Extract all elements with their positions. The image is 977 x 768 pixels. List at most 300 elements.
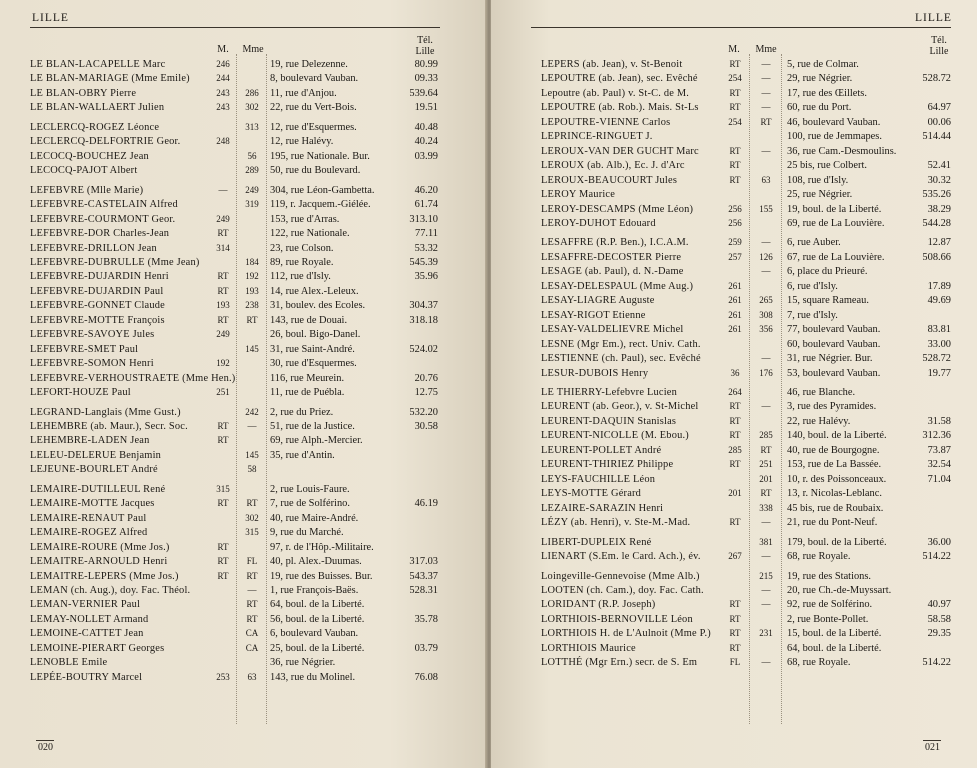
- entry-mme: FL: [246, 556, 258, 567]
- entry-name: LESAY-DELESPAUL (Mme Aug.): [541, 280, 694, 292]
- right-folio-rule: [923, 740, 941, 741]
- entry-address: 153, rue d'Arras.: [270, 213, 340, 225]
- entry-mme: —: [761, 87, 771, 98]
- entry-mme: RT: [246, 599, 258, 610]
- entry-name: LEFEBVRE-SMET Paul: [30, 343, 139, 355]
- entry-address: 89, rue Royale.: [270, 256, 334, 268]
- entry-address: 46, rue Blanche.: [787, 387, 856, 398]
- entry-m: 193: [216, 300, 230, 311]
- entry-mme: —: [761, 401, 771, 412]
- entry-mme: 265: [759, 295, 773, 306]
- entry-name: LEFEBVRE-SOMON Henri: [30, 358, 154, 370]
- entry-name: LEURENT-THIRIEZ Philippe: [541, 459, 674, 471]
- entry-m: RT: [729, 401, 741, 412]
- entry-name: LESNE (Mgr Em.), rect. Univ. Cath.: [541, 338, 701, 350]
- entry-mme: —: [761, 73, 771, 84]
- entry-name: Lepoutre (ab. Paul) v. St-C. de M.: [541, 87, 690, 99]
- entry-address: 22, rue Halévy.: [787, 415, 851, 427]
- entry-address: 45 bis, rue de Roubaix.: [787, 502, 884, 514]
- entry-m: RT: [729, 628, 741, 639]
- entry-address: 119, r. Jacquem.-Giélée.: [270, 199, 371, 211]
- entry-mme: 302: [245, 102, 259, 113]
- entry-address: 23, rue Colson.: [270, 242, 334, 254]
- entry-mme: 286: [245, 87, 259, 98]
- entry-address: 69, rue de La Louvière.: [787, 217, 885, 229]
- entry-name: LEPOUTRE-VIENNE Carlos: [541, 116, 671, 128]
- entry-m: RT: [729, 642, 741, 653]
- entry-name: LE BLAN-OBRY Pierre: [30, 87, 137, 99]
- entry-m: 254: [728, 116, 742, 127]
- entry-address: 116, rue Meurein.: [270, 372, 345, 384]
- entry-address: 68, rue Royale.: [787, 657, 851, 669]
- entry-name: LIENART (S.Em. le Card. Ach.), év.: [541, 551, 701, 563]
- entry-address: 112, rue d'Isly.: [270, 271, 331, 283]
- entry-phone: 304.37: [409, 300, 438, 312]
- entry-mme: 308: [759, 309, 773, 320]
- entry-name: LEFEBVRE-DRILLON Jean: [30, 242, 157, 254]
- entry-name: LESTIENNE (ch. Paul), sec. Evêché: [541, 353, 701, 365]
- directory-entry: [491, 654, 977, 671]
- entry-phone: 61.74: [414, 199, 438, 211]
- entry-phone: 12.87: [927, 237, 951, 249]
- entry-mme: 184: [245, 256, 259, 267]
- entry-phone: 30.32: [927, 174, 951, 186]
- entry-mme: —: [761, 599, 771, 610]
- entry-name: LEFEBVRE-DUJARDIN Paul: [30, 285, 164, 297]
- right-col-tel: Tél. Lille: [929, 35, 949, 57]
- entry-address: 20, rue Ch.-de-Muyssart.: [787, 584, 892, 596]
- entry-name: LEPÉE-BOUTRY Marcel: [30, 671, 143, 683]
- entry-phone: 318.18: [409, 314, 438, 326]
- entry-phone: 545.39: [409, 256, 438, 268]
- entry-mme: RT: [760, 444, 772, 455]
- entry-mme: 193: [245, 285, 259, 296]
- entry-m: RT: [217, 314, 229, 325]
- entry-m: RT: [217, 285, 229, 296]
- entry-m: 201: [728, 488, 742, 499]
- entry-phone: 29.35: [927, 628, 951, 640]
- entry-phone: 313.10: [409, 213, 438, 225]
- entry-m: RT: [729, 145, 741, 156]
- entry-address: 64, boul. de la Liberté.: [787, 642, 882, 654]
- entry-mme: —: [761, 237, 771, 248]
- entry-phone: 31.58: [927, 415, 951, 427]
- right-col-m: M.: [728, 44, 740, 55]
- entry-name: LESAFFRE (R.P. Ben.), I.C.A.M.: [541, 237, 689, 249]
- entry-m: 261: [728, 324, 742, 335]
- entry-name: LEROUX-BEAUCOURT Jules: [541, 174, 678, 186]
- entry-m: 257: [728, 251, 742, 262]
- entry-address: 68, rue Royale.: [787, 551, 851, 563]
- entry-name: LEMAIRE-DUTILLEUL René: [30, 483, 166, 495]
- entry-address: 64, boul. de la Liberté.: [270, 599, 365, 611]
- entry-mme: —: [761, 551, 771, 562]
- entry-phone: 543.37: [409, 570, 438, 582]
- entry-name: LEPERS (ab. Jean), v. St-Benoit: [541, 59, 683, 70]
- entry-m: RT: [729, 459, 741, 470]
- entry-name: LEFEBVRE-DOR Charles-Jean: [30, 228, 170, 240]
- entry-m: RT: [729, 599, 741, 610]
- right-col-mme: Mme: [755, 44, 777, 55]
- entry-mme: 381: [759, 536, 773, 547]
- entry-name: LEMAIRE-RENAUT Paul: [30, 512, 147, 524]
- entry-address: 304, rue Léon-Gambetta.: [270, 184, 375, 196]
- entry-address: 179, boul. de la Liberté.: [787, 536, 887, 548]
- entry-phone: 77.11: [415, 228, 438, 240]
- entry-mme: 58: [247, 464, 257, 475]
- entry-name: LEURENT-NICOLLE (M. Ebou.): [541, 430, 689, 442]
- entry-name: LEMAIRE-ROGEZ Alfred: [30, 527, 148, 539]
- entry-phone: 49.69: [927, 295, 951, 307]
- entry-name: LE BLAN-MARIAGE (Mme Emile): [30, 73, 190, 85]
- entry-m: 256: [728, 217, 742, 228]
- entry-name: LESAY-RIGOT Etienne: [541, 309, 646, 321]
- entry-m: FL: [729, 657, 741, 668]
- entry-mme: —: [761, 266, 771, 277]
- entry-phone: 514.22: [922, 657, 951, 669]
- entry-phone: 71.04: [927, 473, 951, 485]
- entry-mme: 302: [245, 512, 259, 523]
- entry-address: 31, rue Saint-André.: [270, 343, 355, 355]
- entry-m: 36: [730, 367, 740, 378]
- right-header-rule: [531, 27, 951, 28]
- entry-phone: 508.66: [922, 251, 951, 263]
- entry-name: LEFEBVRE-SAVOYE Jules: [30, 329, 155, 341]
- entry-address: 40, rue Maire-André.: [270, 512, 359, 524]
- entry-phone: 514.22: [922, 551, 951, 563]
- entry-mme: —: [761, 657, 771, 668]
- entry-address: 195, rue Nationale. Bur.: [270, 150, 370, 162]
- entry-mme: 176: [759, 367, 773, 378]
- entry-m: RT: [729, 160, 741, 171]
- entry-m: 259: [728, 237, 742, 248]
- directory-entry: [491, 548, 977, 565]
- entry-name: LE THIERRY-Lefebvre Lucien: [541, 387, 677, 398]
- entry-address: 50, rue du Boulevard.: [270, 165, 361, 177]
- entry-name: LEROY Maurice: [541, 189, 616, 201]
- entry-name: LEYS-MOTTE Gérard: [541, 488, 642, 500]
- entry-mme: 356: [759, 324, 773, 335]
- entry-m: 249: [216, 329, 230, 340]
- entry-mme: 63: [247, 671, 257, 682]
- entry-address: 46, boulevard Vauban.: [787, 116, 881, 128]
- directory-entry: [491, 215, 977, 232]
- entry-name: LEHEMBRE (ab. Maur.), Secr. Soc.: [30, 420, 188, 432]
- entry-name: LEROY-DUHOT Edouard: [541, 217, 656, 229]
- entry-phone: 30.58: [414, 420, 438, 432]
- entry-name: LEFEBVRE-VERHOUSTRAETE (Mme Hen.): [30, 372, 236, 384]
- entry-m: RT: [729, 87, 741, 98]
- entry-mme: 251: [759, 459, 773, 470]
- entry-mme: RT: [246, 613, 258, 624]
- entry-m: 246: [216, 59, 230, 69]
- entry-phone: 53.32: [414, 242, 438, 254]
- right-folio: 021: [925, 742, 940, 753]
- directory-entry: [0, 162, 487, 179]
- entry-m: RT: [217, 498, 229, 509]
- entry-m: 264: [728, 387, 742, 397]
- entry-phone: 514.44: [922, 131, 951, 143]
- entry-address: 29, rue Négrier.: [787, 73, 853, 85]
- entry-phone: 35.78: [414, 613, 438, 625]
- entry-mme: 155: [759, 203, 773, 214]
- entry-address: 7, rue de Solférino.: [270, 498, 350, 510]
- directory-entry: [0, 384, 487, 401]
- entry-name: LEMAITRE-ARNOULD Henri: [30, 556, 168, 568]
- entry-mme: —: [761, 517, 771, 528]
- entry-phone: 33.00: [927, 338, 951, 350]
- left-running-head: LILLE: [32, 12, 69, 24]
- entry-phone: 00.06: [927, 116, 951, 128]
- entry-name: LEURENT-DAQUIN Stanislas: [541, 415, 677, 427]
- entry-phone: 19.77: [927, 367, 951, 379]
- entry-name: LEFEBVRE-CASTELAIN Alfred: [30, 199, 178, 211]
- entry-address: 140, boul. de la Liberté.: [787, 430, 887, 442]
- entry-name: LE BLAN-LACAPELLE Marc: [30, 59, 166, 70]
- entry-name: LEFEBVRE-MOTTE François: [30, 314, 165, 326]
- entry-mme: RT: [246, 498, 258, 509]
- entry-mme: 238: [245, 300, 259, 311]
- entry-name: LEZAIRE-SARAZIN Henri: [541, 502, 664, 514]
- entry-m: RT: [217, 435, 229, 446]
- entry-address: 19, boul. de la Liberté.: [787, 203, 882, 215]
- entry-address: 108, rue d'Isly.: [787, 174, 849, 186]
- entry-address: 40, rue de Bourgogne.: [787, 444, 880, 456]
- entry-name: LEMAN (ch. Aug.), doy. Fac. Théol.: [30, 584, 191, 596]
- entry-phone: 03.79: [414, 642, 438, 654]
- entry-mme: 145: [245, 343, 259, 354]
- entry-phone: 20.76: [414, 372, 438, 384]
- entry-m: RT: [217, 541, 229, 552]
- entry-name: LEGRAND-Langlais (Mme Gust.): [30, 406, 181, 418]
- entry-mme: —: [247, 584, 257, 595]
- entry-m: RT: [217, 570, 229, 581]
- entry-address: 19, rue des Buisses. Bur.: [270, 570, 373, 582]
- left-header-rule: [30, 27, 440, 28]
- entry-address: 77, boulevard Vauban.: [787, 324, 881, 336]
- entry-address: 22, rue du Vert-Bois.: [270, 102, 357, 114]
- entry-name: LESAY-VALDELIEVRE Michel: [541, 324, 684, 336]
- entry-mme: —: [761, 353, 771, 364]
- entry-name: LEMAITRE-LEPERS (Mme Jos.): [30, 570, 179, 582]
- entry-address: 6, boulevard Vauban.: [270, 628, 359, 640]
- entry-mme: 126: [759, 251, 773, 262]
- entry-m: 244: [216, 73, 230, 84]
- right-running-head: LILLE: [915, 12, 952, 24]
- entry-name: LEYS-FAUCHILLE Léon: [541, 473, 656, 485]
- entry-name: LECLERCQ-ROGEZ Léonce: [30, 121, 160, 133]
- entry-m: 267: [728, 551, 742, 562]
- entry-address: 60, boulevard Vauban.: [787, 338, 881, 350]
- entry-mme: 249: [245, 184, 259, 195]
- entry-mme: 56: [247, 150, 257, 161]
- entry-phone: 317.03: [409, 556, 438, 568]
- entry-phone: 83.81: [927, 324, 951, 336]
- entry-phone: 528.31: [409, 584, 438, 596]
- entry-name: LEFORT-HOUZE Paul: [30, 387, 131, 398]
- entry-m: 261: [728, 295, 742, 306]
- entry-name: LENOBLE Emile: [30, 657, 108, 669]
- entry-name: LELEU-DELERUE Benjamin: [30, 449, 162, 461]
- entry-mme: 285: [759, 430, 773, 441]
- entry-address: 13, r. Nicolas-Leblanc.: [787, 488, 882, 500]
- entry-address: 2, rue du Priez.: [270, 406, 334, 418]
- entry-m: RT: [217, 420, 229, 431]
- entry-name: LIBERT-DUPLEIX René: [541, 536, 652, 548]
- entry-m: RT: [729, 415, 741, 426]
- entry-mme: 242: [245, 406, 259, 417]
- entry-name: LORTHIOIS Maurice: [541, 642, 636, 654]
- entry-address: 31, rue Négrier. Bur.: [787, 353, 873, 365]
- entry-m: RT: [729, 430, 741, 441]
- entry-address: 14, rue Alex.-Leleux.: [270, 285, 359, 297]
- entry-address: 12, rue d'Esquermes.: [270, 121, 357, 133]
- entry-name: LEJEUNE-BOURLET André: [30, 464, 158, 476]
- entry-mme: CA: [245, 642, 259, 653]
- entry-mme: 338: [759, 502, 773, 513]
- entry-name: Loingeville-Gennevoise (Mme Alb.): [541, 570, 700, 582]
- entry-phone: 38.29: [927, 203, 951, 215]
- entry-name: LEMOINE-PIERART Georges: [30, 642, 165, 654]
- entry-address: 67, rue de La Louvière.: [787, 251, 885, 263]
- directory-entry: [0, 669, 487, 686]
- entry-m: 192: [216, 358, 230, 369]
- entry-phone: 40.48: [414, 121, 438, 133]
- entry-phone: 36.00: [927, 536, 951, 548]
- entry-address: 97, r. de l'Hôp.-Militaire.: [270, 541, 374, 553]
- entry-name: LEMOINE-CATTET Jean: [30, 628, 144, 640]
- entry-name: LECOCQ-BOUCHEZ Jean: [30, 150, 149, 162]
- entry-mme: 215: [759, 570, 773, 581]
- entry-name: LEURENT-POLLET André: [541, 444, 662, 456]
- entry-phone: 46.19: [414, 498, 438, 510]
- entry-phone: 46.20: [414, 184, 438, 196]
- entry-address: 30, rue d'Esquermes.: [270, 358, 357, 370]
- entry-phone: 52.41: [927, 160, 951, 172]
- entry-phone: 35.96: [414, 271, 438, 283]
- entry-name: LEFEBVRE-DUBRULLE (Mme Jean): [30, 256, 200, 268]
- entry-m: 256: [728, 203, 742, 214]
- left-col-m: M.: [217, 44, 229, 55]
- entry-m: 253: [216, 671, 230, 682]
- entry-address: 60, rue du Port.: [787, 102, 852, 114]
- entry-mme: RT: [760, 116, 772, 127]
- entry-name: LEPRINCE-RINGUET J.: [541, 131, 653, 143]
- entry-mme: —: [761, 584, 771, 595]
- entry-name: LESAY-LIAGRE Auguste: [541, 295, 655, 307]
- entry-address: 11, rue d'Anjou.: [270, 87, 337, 99]
- entry-name: LEHEMBRE-LADEN Jean: [30, 435, 150, 447]
- entry-phone: 12.75: [414, 387, 438, 398]
- entry-phone: 80.99: [414, 59, 438, 70]
- entry-phone: 03.99: [414, 150, 438, 162]
- entry-phone: 64.97: [927, 102, 951, 114]
- entry-phone: 73.87: [927, 444, 951, 456]
- directory-entry: [0, 99, 487, 116]
- entry-name: LORTHIOIS H. de L'Aulnoit (Mme P.): [541, 628, 711, 640]
- entry-m: 243: [216, 87, 230, 98]
- entry-m: RT: [217, 271, 229, 282]
- entry-m: 261: [728, 280, 742, 291]
- entry-address: 21, rue du Pont-Neuf.: [787, 517, 878, 529]
- entry-address: 56, boul. de la Liberté.: [270, 613, 365, 625]
- entry-mme: 315: [245, 527, 259, 538]
- entry-mme: RT: [246, 314, 258, 325]
- entry-address: 6, place du Prieuré.: [787, 266, 868, 278]
- entry-mme: 319: [245, 199, 259, 210]
- entry-address: 15, square Rameau.: [787, 295, 869, 307]
- entry-name: LOOTEN (ch. Cam.), doy. Fac. Cath.: [541, 584, 704, 596]
- entry-name: LEFEBVRE-GONNET Claude: [30, 300, 165, 312]
- entry-address: 5, rue de Colmar.: [787, 59, 859, 70]
- entry-phone: 528.72: [922, 353, 951, 365]
- entry-address: 153, rue de La Bassée.: [787, 459, 882, 471]
- entry-m: RT: [729, 102, 741, 113]
- entry-address: 17, rue des Œillets.: [787, 87, 867, 99]
- entry-m: RT: [729, 174, 741, 185]
- entry-mme: 231: [759, 628, 773, 639]
- entry-address: 1, rue François-Baës.: [270, 584, 359, 596]
- entry-address: 10, r. des Poissonceaux.: [787, 473, 887, 485]
- entry-m: RT: [729, 613, 741, 624]
- entry-m: 249: [216, 213, 230, 224]
- entry-m: RT: [729, 517, 741, 528]
- entry-address: 51, rue de la Justice.: [270, 420, 355, 432]
- entry-m: RT: [217, 556, 229, 567]
- entry-name: LEFEBVRE-COURMONT Geor.: [30, 213, 176, 225]
- entry-name: LECLERCQ-DELFORTRIE Geor.: [30, 136, 181, 148]
- entry-mme: 145: [245, 449, 259, 460]
- directory-entry: [491, 514, 977, 531]
- entry-name: LEMAIRE-ROURE (Mme Jos.): [30, 541, 170, 553]
- entry-address: 143, rue du Molinel.: [270, 671, 356, 683]
- entry-name: LEMAN-VERNIER Paul: [30, 599, 141, 611]
- entry-address: 6, rue d'Isly.: [787, 280, 838, 292]
- entry-phone: 539.64: [409, 87, 438, 99]
- entry-phone: 09.33: [414, 73, 438, 85]
- entry-address: 2, rue Bonte-Pollet.: [787, 613, 869, 625]
- entry-address: 12, rue Halévy.: [270, 136, 334, 148]
- entry-phone: 32.54: [927, 459, 951, 471]
- entry-address: 25, boul. de la Liberté.: [270, 642, 365, 654]
- entry-address: 3, rue des Pyramides.: [787, 401, 877, 413]
- entry-m: 285: [728, 444, 742, 455]
- entry-name: LEPOUTRE (ab. Jean), sec. Evêché: [541, 73, 698, 85]
- left-folio: 020: [38, 742, 53, 753]
- right-page: [491, 0, 977, 768]
- entry-name: LÉZY (ab. Henri), v. Ste-M.-Mad.: [541, 517, 691, 529]
- entry-mme: 192: [245, 271, 259, 282]
- entry-name: LEMAY-NOLLET Armand: [30, 613, 149, 625]
- entry-phone: 40.24: [414, 136, 438, 148]
- entry-mme: 201: [759, 473, 773, 484]
- entry-address: 8, boulevard Vauban.: [270, 73, 359, 85]
- entry-phone: 544.28: [922, 217, 951, 229]
- entry-name: LE BLAN-WALLAERT Julien: [30, 102, 165, 114]
- entry-mme: —: [761, 59, 771, 69]
- entry-address: 19, rue des Stations.: [787, 570, 871, 582]
- entry-mme: —: [761, 145, 771, 156]
- entry-m: —: [218, 184, 228, 195]
- entry-mme: RT: [760, 488, 772, 499]
- entry-name: LOTTHÉ (Mgr Ern.) secr. de S. Em: [541, 657, 698, 669]
- entry-address: 143, rue de Douai.: [270, 314, 348, 326]
- entry-mme: —: [761, 102, 771, 113]
- entry-address: 9, rue du Marché.: [270, 527, 344, 539]
- entry-phone: 528.72: [922, 73, 951, 85]
- entry-name: LEROY-DESCAMPS (Mme Léon): [541, 203, 694, 215]
- left-folio-rule: [36, 740, 54, 741]
